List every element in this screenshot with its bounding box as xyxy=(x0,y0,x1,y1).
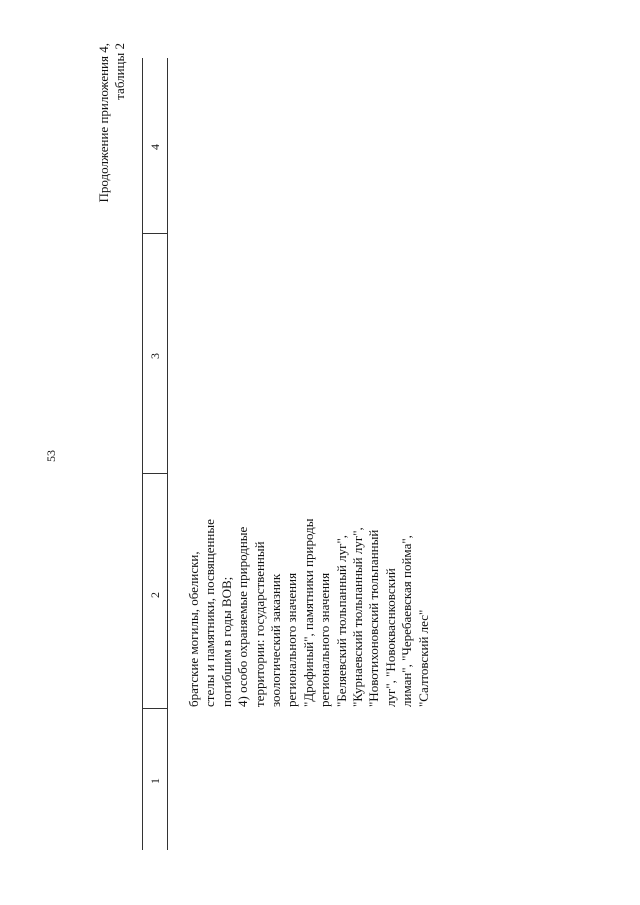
cell-line: регионального значения xyxy=(317,572,333,707)
column-separator xyxy=(142,233,168,234)
cell-line: "Дрофиный", памятники природы xyxy=(300,518,316,707)
continuation-line-1: Продолжение приложения 4, xyxy=(96,43,111,203)
cell-line: "Новотихоновский тюльпанный xyxy=(366,529,382,707)
cell-line: "Курнаевский тюльпанный луг", xyxy=(350,527,366,707)
column-number-1: 1 xyxy=(148,778,162,784)
cell-line: луг", "Новокваснковский xyxy=(382,568,398,707)
table-header-rule xyxy=(167,58,168,850)
cell-line: погибшим в годы ВОВ; xyxy=(218,576,234,707)
column-number-2: 2 xyxy=(148,592,162,598)
cell-line: лиман", "Черебаевская пойма", xyxy=(399,535,415,707)
cell-line: "Салтовский лес" xyxy=(415,609,431,707)
column-separator xyxy=(142,708,168,709)
table-cell-col2 xyxy=(186,519,432,707)
table-top-rule xyxy=(142,58,143,850)
column-number-3: 3 xyxy=(148,353,162,359)
column-separator xyxy=(142,473,168,474)
cell-line: зоологический заказник xyxy=(268,573,284,707)
column-number-4: 4 xyxy=(148,144,162,150)
cell-line: 4) особо охраняемые природные xyxy=(235,526,251,707)
continuation-line-2: таблицы 2 xyxy=(112,43,127,100)
cell-line: братские могилы, обелиски, xyxy=(186,551,201,707)
cell-line: территории: государственный xyxy=(251,541,267,707)
cell-line: стелы и памятники, посвященные xyxy=(202,519,218,707)
continuation-caption xyxy=(96,43,128,248)
cell-line: "Беляевский тюльпанный луг", xyxy=(333,534,349,707)
cell-line: регионального значения xyxy=(284,572,300,707)
page-number: 53 xyxy=(44,450,58,462)
